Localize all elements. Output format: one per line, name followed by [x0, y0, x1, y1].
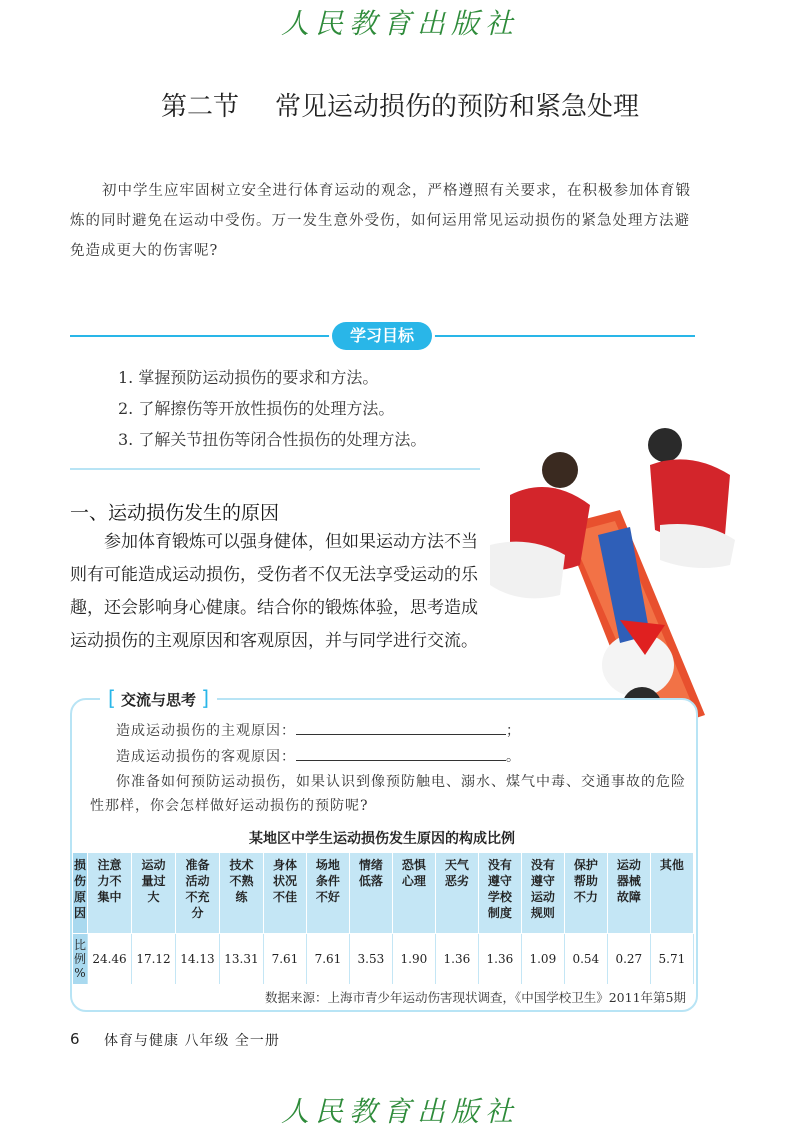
table-header-cell: 身体 状况 不佳: [263, 853, 306, 934]
question-label: 造成运动损伤的客观原因：: [116, 749, 296, 765]
bracket-left-icon: [: [108, 686, 116, 710]
question-prevention: 你准备如何预防运动损伤，如果认识到像预防触电、溺水、煤气中毒、交通事故的危险性那样，你会怎样做好运动损伤的预防呢?: [90, 774, 686, 814]
intro-paragraph: 初中学生应牢固树立安全进行体育运动的观念，严格遵照有关要求，在积极参加体育锻炼的同时避免在运动中受伤。万一发生意外受伤，如何运用常见运动损伤的紧急处理方法避免造成更大的伤害呢?: [70, 183, 691, 259]
row-header-cause: 损伤 原因: [73, 853, 88, 934]
table-value-cell: 1.90: [392, 934, 435, 985]
goal-item: 2. 了解擦伤等开放性损伤的处理方法。: [118, 399, 395, 418]
table-value-cell: 3.53: [349, 934, 392, 985]
table-value-cell: 0.54: [564, 934, 607, 985]
table-value-cell: 24.46: [88, 934, 132, 985]
table-value-cell: 1.36: [435, 934, 478, 985]
table-header-cell: 其他: [650, 853, 693, 934]
answer-blank[interactable]: [296, 720, 506, 735]
table-header-cell: 没有 遵守 运动 规则: [521, 853, 564, 934]
table-value-cell: 0.27: [607, 934, 650, 985]
table-value-cell: 1.36: [478, 934, 521, 985]
table-header-cell: 保护 帮助 不力: [564, 853, 607, 934]
table-value-cell: 1.09: [521, 934, 564, 985]
discussion-title: [100, 686, 217, 710]
page-title: [0, 86, 800, 123]
table-header-row: [73, 853, 694, 934]
question-objective: [116, 746, 521, 766]
goal-item: 3. 了解关节扭伤等闭合性损伤的处理方法。: [118, 430, 427, 449]
table-value-cell: 17.12: [132, 934, 176, 985]
table-value-row: [73, 934, 694, 985]
table-header-cell: 技术 不熟 练: [219, 853, 263, 934]
table-value-cell: 7.61: [306, 934, 349, 985]
table-header-cell: 运动 器械 故障: [607, 853, 650, 934]
section-title: 常见运动损伤的预防和紧急处理: [275, 92, 640, 122]
question-end: ；: [506, 723, 521, 739]
table-value-cell: 14.13: [175, 934, 219, 985]
answer-blank[interactable]: [296, 746, 506, 761]
question-subjective: [116, 720, 521, 740]
table-header-cell: 运动 量过 大: [132, 853, 176, 934]
discussion-label: 交流与思考: [121, 691, 197, 709]
publisher-logo-top: 人民教育出版社: [280, 7, 519, 40]
goal-item: 1. 掌握预防运动损伤的要求和方法。: [118, 368, 379, 387]
table-header-cell: 场地 条件 不好: [306, 853, 349, 934]
question-end: 。: [506, 749, 521, 765]
table-header-cell: 天气 恶劣: [435, 853, 478, 934]
table-header-cell: 准备 活动 不充 分: [175, 853, 219, 934]
data-source: 数据来源：上海市青少年运动伤害现状调查，《中国学校卫生》2011年第5期: [264, 990, 686, 1005]
section-divider: [70, 468, 480, 470]
stretcher-rescue-photo: [470, 415, 770, 745]
book-name: 体育与健康 八年级 全一册: [104, 1033, 280, 1049]
table-title: 某地区中学生运动损伤发生原因的构成比例: [249, 831, 515, 847]
row-header-ratio: 比例 %: [73, 934, 88, 985]
page-number: 6: [70, 1030, 80, 1048]
section-paragraph: 参加体育锻炼可以强身健体，但如果运动方法不当则有可能造成运动损伤，受伤者不仅无法享受运动的乐趣，还会影响身心健康。结合你的锻炼体验，思考造成运动损伤的主观原因和客观原因，并与同学进行交流。: [70, 532, 478, 651]
section-number: 第二节: [160, 92, 239, 122]
publisher-logo-bottom: 人民教育出版社: [280, 1095, 519, 1128]
table-value-cell: 13.31: [219, 934, 263, 985]
goals-badge: 学习目标: [332, 322, 432, 350]
bracket-right-icon: ]: [201, 686, 210, 710]
table-header-cell: 情绪 低落: [349, 853, 392, 934]
question-label: 造成运动损伤的主观原因：: [116, 723, 296, 739]
table-value-cell: 7.61: [263, 934, 306, 985]
table-value-cell: 5.71: [650, 934, 693, 985]
goals-list: [118, 362, 426, 455]
table-header-cell: 没有 遵守 学校 制度: [478, 853, 521, 934]
section-heading: 一、运动损伤发生的原因: [70, 502, 280, 524]
table-header-cell: 恐惧 心理: [392, 853, 435, 934]
injury-cause-table: [72, 852, 694, 985]
table-header-cell: 注意 力不 集中: [88, 853, 132, 934]
